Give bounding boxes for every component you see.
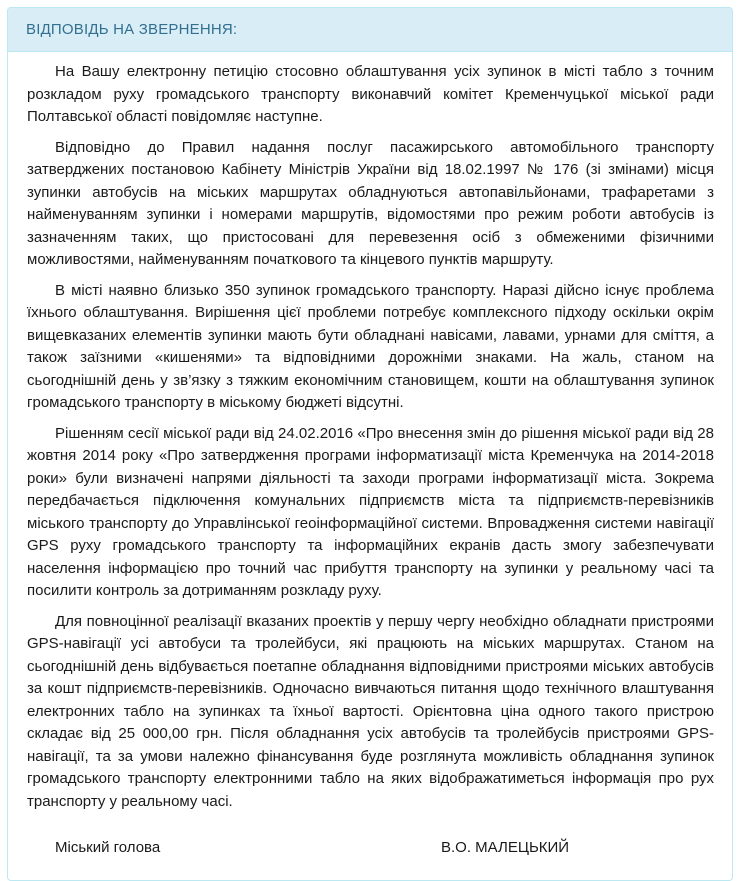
letter-text xyxy=(27,61,714,813)
letter-paragraph: На Вашу електронну петицію стосовно облаштування усіх зупинок в місті табло з точним розкладом руху громадського транспорту виконавчий комітет Кременчуцької міської ради Полтавської області повідомляє наступне. xyxy=(27,63,714,125)
signature-row xyxy=(27,837,714,860)
panel-title: ВІДПОВІДЬ НА ЗВЕРНЕННЯ: xyxy=(26,21,238,38)
panel-header xyxy=(8,8,732,52)
signature-title: Міський голова xyxy=(55,839,161,856)
letter-paragraph: Для повноцінної реалізації вказаних проектів у першу чергу необхідно обладнати пристроями GPS-навігації усі автобуси та тролейбуси, які працюють на міських маршрутах. Станом на сьогоднішній день відбувається поетапне обладнання відповідними пристроями міських автобусів за кошт підприємств-перевізників. Одночасно вивчаються питання щодо технічного влаштування електронних табло на зупинках та їхньої вартості. Орієнтовна ціна одного такого пристрою складає від 25 000,00 грн. Після обладнання усіх автобусів та тролейбусів пристроями GPS-навігації, та за умови належно фінансування буде розглянута можливість обладнання зупинок громадського транспорту електронними табло на яких відображатиметься інформація про рух транспорту у реальному часі. xyxy=(27,612,714,810)
letter-paragraph: Відповідно до Правил надання послуг пасажирського автомобільного транспорту затверджених постановою Кабінету Міністрів України від 18.02.1997 № 176 (зі змінами) місця зупинки автобусів на міських маршрутах обладнуються автопавільйонами, трафаретами з найменуванням зупинки і номерами маршрутів, відомостями про режим роботи автобусів із зазначенням таких, що пристосовані для перевезення осіб з обмеженими фізичними можливостями, найменуванням початкового та кінцевого пунктів маршруту. xyxy=(27,138,714,268)
letter-paragraph: В місті наявно близько 350 зупинок громадського транспорту. Наразі дійсно існує проблема їхнього облаштування. Вирішення цієї проблеми потребує комплексного підходу оскільки окрім вищевказаних елементів зупинки мають бути обладнані навісами, лавами, урнами для сміття, а також заїзними «кишенями» та відповідними дорожніми знаками. На жаль, станом на сьогоднішній день у зв’язку з тяжким економічним становищем, кошти на облаштування зупинок громадського транспорту в міському бюджеті відсутні. xyxy=(27,281,714,411)
signature-name: В.О. МАЛЕЦЬКИЙ xyxy=(441,839,570,856)
response-panel xyxy=(7,7,733,881)
letter-paragraph: Рішенням сесії міської ради від 24.02.2016 «Про внесення змін до рішення міської ради від 28 жовтня 2014 року «Про затвердження програми інформатизації міста Кременчука на 2014-2018 роки» були визначені напрями діяльності та заходи програми інформатизації міста. Зокрема передбачається підключення комунальних підприємств міста та підприємств-перевізників міського транспорту до Управлінської геоінформаційної системи. Впровадження системи навігації GPS руху громадського транспорту та інформаційних екранів дасть змогу забезпечувати населення інформацією про точний час прибуття транспорту на зупинки у реальному часі та посилити контроль за дотриманням розкладу руху. xyxy=(27,424,714,599)
letter-body xyxy=(8,52,732,880)
